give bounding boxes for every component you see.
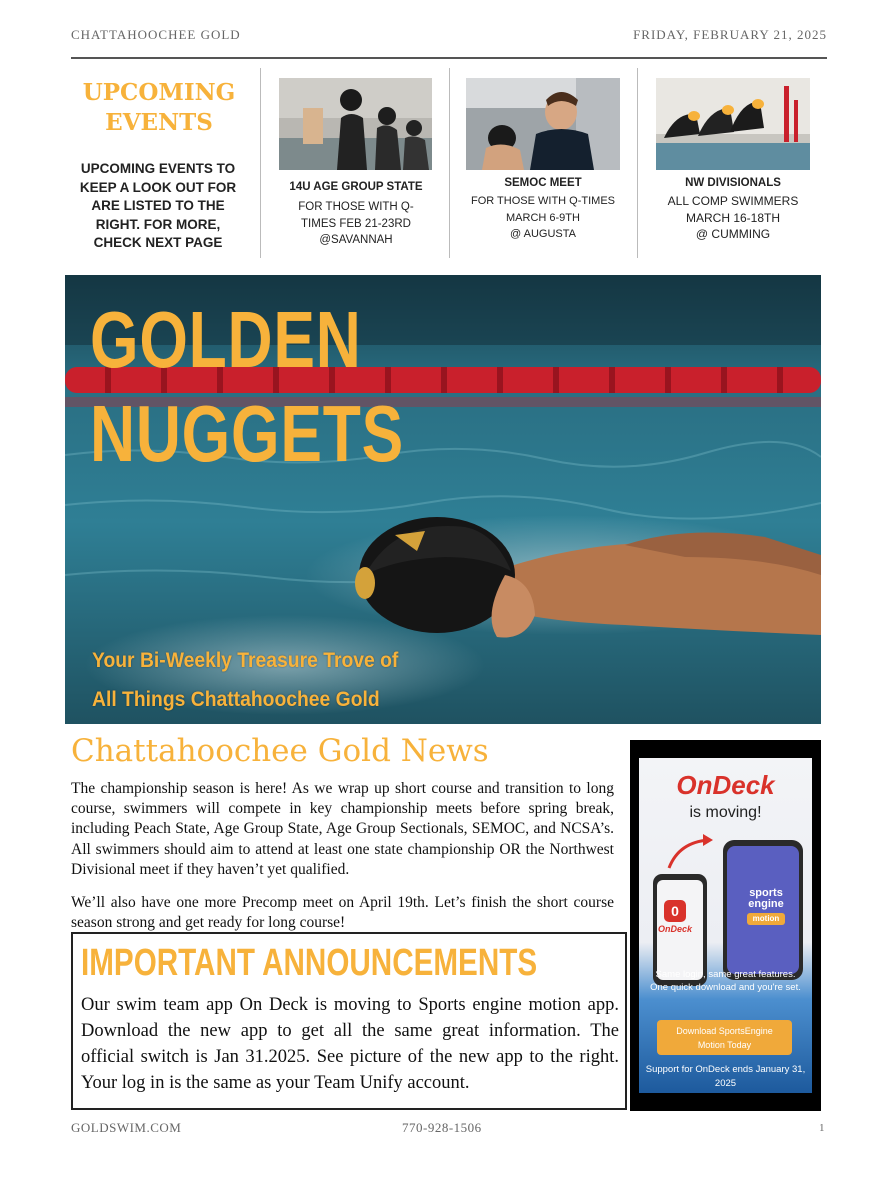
- event-photo-semoc: [466, 78, 620, 170]
- title-line1: GOLDEN: [90, 295, 362, 384]
- event-detail-line: @SAVANNAH: [319, 234, 393, 246]
- publication-name: CHATTAHOOCHEE GOLD: [71, 27, 241, 42]
- event-title: SEMOC MEET: [504, 177, 582, 189]
- motion-badge: motion: [747, 913, 786, 925]
- event-detail-line: MARCH 16-18TH: [685, 210, 781, 225]
- tagline-line1: Your Bi-Weekly Treasure Trove of: [92, 649, 399, 672]
- ondeck-ad-panel: [639, 758, 812, 1093]
- event-details: [645, 193, 821, 243]
- sportsengine-line2: engine: [748, 898, 784, 910]
- announcements-heading: IMPORTANT ANNOUNCEMENTS: [81, 942, 538, 984]
- event-detail-line: FOR THOSE WITH Q-: [298, 201, 414, 213]
- event-detail-line: FOR THOSE WITH Q-TIMES: [470, 195, 615, 207]
- sportsengine-line1: sports: [749, 887, 783, 899]
- upcoming-title-line1: UPCOMING: [82, 79, 236, 106]
- ondeck-app-label: OnDeck: [657, 924, 692, 934]
- event-detail-line: @ CUMMING: [695, 227, 771, 241]
- upcoming-title-line2: EVENTS: [105, 109, 213, 136]
- phone-number: 770-928-1506: [402, 1120, 482, 1135]
- button-line1: Download SportsEngine: [676, 1026, 773, 1036]
- news-paragraph: We’ll also have one more Precomp meet on April 19th. Let’s finish the short course season strong and get ready for long course!: [71, 894, 614, 932]
- event-photo-age-group-state: [279, 78, 432, 170]
- event-detail-line: @ AUGUSTA: [510, 228, 576, 240]
- event-detail-line: TIMES FEB 21-23RD: [301, 217, 411, 230]
- button-line2: Motion Today: [697, 1040, 752, 1050]
- ondeck-ad: [630, 740, 821, 1111]
- news-paragraph: The championship season is here! As we wrap up short course and transition to long course, swimmers will compete in key championship meets before spring break, including Peach State, Age Group State, Age Group Sectionals, SEMOC, and NCSA’s. All swimmers should aim to attend at least one state championship OR the Northwest Divisional meet if they haven’t yet qualified.: [71, 780, 614, 878]
- event-detail-line: MARCH 6-9TH: [506, 211, 580, 224]
- ad-footer-text: Support for OnDeck ends January 31, 2025: [645, 1064, 806, 1089]
- ondeck-app-icon: 0: [664, 900, 686, 922]
- event-title: NW DIVISIONALS: [685, 177, 781, 189]
- sportsengine-app-label: [735, 888, 797, 925]
- website-link[interactable]: GOLDSWIM.COM: [71, 1120, 182, 1135]
- event-detail-line: ALL COMP SWIMMERS: [667, 194, 799, 208]
- hero-banner: [65, 275, 821, 724]
- column-divider: [449, 68, 450, 258]
- ad-small-text: Same login, same great features. One quick download and you're set.: [650, 969, 801, 993]
- newsletter-title: [90, 293, 404, 481]
- column-divider: [637, 68, 638, 258]
- newsletter-tagline: [92, 641, 398, 719]
- ondeck-logo: OnDeck: [676, 770, 775, 800]
- page-number: 1: [819, 1122, 825, 1134]
- column-divider: [260, 68, 261, 258]
- event-title: 14U AGE GROUP STATE: [289, 181, 423, 193]
- download-sportsengine-button[interactable]: [657, 1020, 792, 1055]
- issue-date: FRIDAY, FEBRUARY 21, 2025: [633, 27, 827, 42]
- event-photo-nw-divisionals: [656, 78, 810, 170]
- upcoming-events-description: UPCOMING EVENTS TO KEEP A LOOK OUT FOR ARE LISTED TO THE RIGHT. FOR MORE, CHECK NEXT PAGE: [79, 161, 237, 250]
- upcoming-events-title: [72, 78, 246, 138]
- title-line2: NUGGETS: [90, 389, 405, 478]
- event-details: [455, 193, 631, 243]
- ad-moving-text: is moving!: [689, 804, 762, 821]
- event-details: [268, 199, 444, 249]
- announcements-body: Our swim team app On Deck is moving to Sports engine motion app. Download the new app to get all the same great information. The official switch is Jan 31.2025. See picture of the new app to the right. Your log in is the same as your Team Unify account.: [81, 995, 619, 1093]
- news-heading: Chattahoochee Gold News: [71, 733, 489, 769]
- header-rule: [71, 57, 827, 59]
- tagline-line2: All Things Chattahoochee Gold: [92, 688, 380, 711]
- announcements-box: [71, 932, 627, 1110]
